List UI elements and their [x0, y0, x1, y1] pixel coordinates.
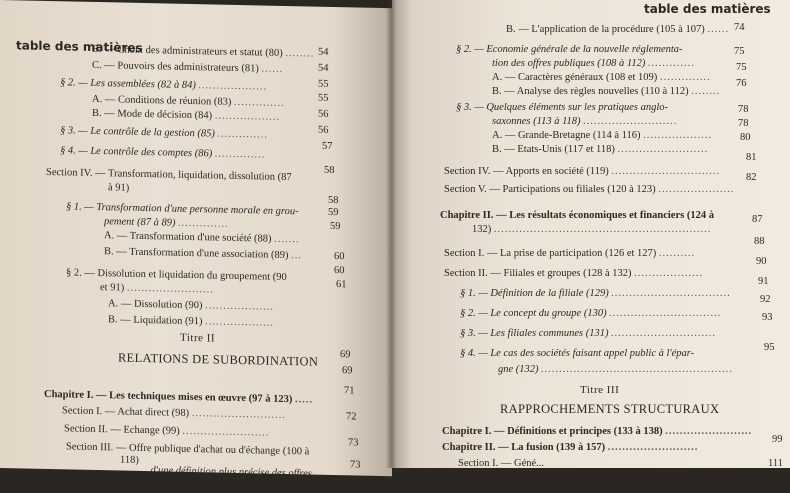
toc-page-number: 78 [738, 118, 749, 129]
toc-entry: A. — Dissolution (90) ................... [108, 298, 274, 313]
toc-entry: B. — Transformation d'une association (89) ... [104, 246, 302, 262]
toc-page-number: 80 [740, 132, 751, 143]
toc-entry: Section IV. — Apports en société (119) .............................. [444, 166, 721, 177]
toc-entry: Section I. — La prise de participation (126 et 127) .......... [444, 248, 696, 259]
toc-entry: § 2. — Les assemblées (82 à 84) ................... [60, 77, 268, 93]
right-page [392, 0, 790, 468]
toc-page-number: 55 [318, 92, 329, 104]
toc-chapter-entry: Chapitre II. — Les résultats économiques et financiers (124 à [440, 210, 714, 221]
toc-page-number: 95 [764, 342, 775, 353]
toc-entry: Section I. — Achat direct (98) .......................... [62, 405, 287, 421]
toc-entry: B. — Analyse des règles nouvelles (110 à 112) ........ [492, 86, 721, 97]
toc-page-number: 81 [746, 152, 757, 163]
toc-chapter-entry: Chapitre I. — Définitions et principes (133 à 138) ........................ [442, 426, 753, 437]
toc-page-number: 55 [318, 78, 329, 90]
toc-page-number: 87 [752, 214, 763, 225]
toc-page-number: 73 [350, 459, 361, 471]
titre-title: RAPPROCHEMENTS STRUCTURAUX [500, 402, 720, 416]
toc-page-number: 56 [318, 124, 329, 136]
toc-page-number: 54 [318, 62, 329, 74]
toc-page-number: 72 [346, 411, 357, 423]
left-page-header: table des matières [16, 38, 143, 55]
toc-page-number: 58 [324, 164, 335, 177]
toc-entry: B. — Mode de décision (84) .................. [92, 107, 281, 123]
toc-page-number: 71 [344, 385, 355, 397]
toc-page-number: 88 [754, 236, 765, 247]
toc-entry-continued: 132) ............................................................ [472, 224, 712, 235]
toc-page-number: 82 [746, 172, 757, 183]
toc-page-number: 59 [328, 206, 339, 219]
toc-page-number: 92 [760, 294, 771, 305]
toc-entry: Section II. — Echange (99) ........................ [64, 423, 270, 439]
toc-entry-continued: 118) [120, 454, 139, 466]
toc-page-number: 91 [758, 276, 769, 287]
toc-page-number: 69 [340, 349, 351, 361]
titre-heading: Titre III [580, 384, 620, 396]
toc-entry: B. — Etats-Unis (117 et 118) ......................... [492, 144, 709, 155]
toc-page-number: 57 [322, 140, 333, 152]
toc-entry: § 4. — Le cas des sociétés faisant appel public à l'épar- [460, 348, 695, 359]
toc-page-number: 60 [334, 250, 345, 263]
toc-entry-continued: pement (87 à 89) .............. [104, 216, 229, 230]
toc-page-number: 59 [330, 220, 341, 233]
left-page [0, 0, 392, 492]
toc-entry: Section V. — Participations ou filiales (120 à 123) ..................... [444, 184, 735, 195]
titre-title: RELATIONS DE SUBORDINATION [118, 350, 319, 369]
toc-entry: A. — Grande-Bretagne (114 à 116) ................... [492, 130, 713, 141]
toc-entry: Section IV. — Transformation, liquidation, dissolution (87 [46, 166, 292, 184]
toc-entry: § 4. — Le contrôle des comptes (86) .............. [60, 145, 266, 161]
toc-page-number: 56 [318, 108, 329, 120]
toc-entry: § 2. — Economie générale de la nouvelle réglementa- [456, 44, 683, 55]
toc-entry-partial: Section I. — Géné... [458, 458, 545, 469]
toc-page-number: 75 [736, 62, 747, 73]
toc-entry: A. — Transformation d'une société (88) ....... [104, 230, 300, 246]
toc-entry: C. — Pouvoirs des administrateurs (81) ...... [92, 59, 284, 75]
toc-entry-continued: gne (132) ..................................................... [498, 364, 734, 375]
toc-entry: § 2. — Dissolution et liquidation du groupement (90 [66, 267, 287, 284]
toc-entry: § 1. — Transformation d'une personne morale en grou- [66, 201, 299, 218]
toc-page-number: 76 [736, 78, 747, 89]
toc-entry-continued: tion des offres publiques (108 à 112) ............. [492, 58, 696, 69]
toc-entry-partial: ... d'une définition plus précise des offres [140, 464, 312, 480]
toc-entry: A. — Caractères généraux (108 et 109) .............. [492, 72, 711, 83]
toc-entry: § 3. — Le contrôle de la gestion (85) .............. [60, 125, 269, 141]
toc-page-number: 74 [734, 22, 745, 33]
toc-page-number: 99 [772, 434, 783, 445]
toc-page-number: 93 [762, 312, 773, 323]
toc-page-number: 90 [756, 256, 767, 267]
toc-entry: Section II. — Filiales et groupes (128 à 132) ................... [444, 268, 704, 279]
toc-page-number: 61 [336, 279, 347, 291]
toc-entry: A. — Conditions de réunion (83) .............. [92, 93, 285, 109]
toc-entry: § 2. — Le concept du groupe (130) ............................... [460, 308, 722, 319]
toc-entry-partial: ... 107) ... règles pure- [200, 478, 293, 492]
toc-entry: Section III. — Offre publique d'achat ou d'échange (100 à [66, 441, 310, 458]
toc-page-number: 58 [328, 194, 339, 207]
toc-entry: B. — Liquidation (91) ................... [108, 314, 274, 329]
toc-entry-continued: et 91) ........................ [100, 282, 214, 296]
right-page-header: table des matières [644, 2, 771, 16]
toc-chapter-entry: Chapitre II. — La fusion (139 à 157) ......................... [442, 442, 699, 453]
toc-entry: § 3. — Les filiales communes (131) ............................. [460, 328, 717, 339]
toc-page-number: 111 [768, 458, 783, 469]
toc-entry: B. — L'application de la procédure (105 à 107) ...... [506, 24, 730, 35]
toc-entry-continued: saxonnes (113 à 118) .......................... [492, 116, 678, 127]
toc-entry: § 3. — Quelques éléments sur les pratiques anglo- [456, 102, 669, 113]
titre-heading: Titre II [180, 331, 216, 345]
toc-page-number: 54 [318, 46, 329, 58]
toc-chapter-entry: Chapitre I. — Les techniques mises en œuvre (97 à 123) ..... [44, 388, 314, 406]
toc-entry: B. — Choix des administrateurs et statut (80) ........ [92, 43, 315, 60]
toc-page-number: 69 [342, 365, 353, 377]
book-gutter [386, 0, 396, 468]
toc-page-number: 78 [738, 104, 749, 115]
toc-page-number: 75 [734, 46, 745, 57]
toc-page-number: 73 [348, 437, 359, 449]
toc-entry-continued: à 91) [108, 182, 130, 194]
toc-page-number: 60 [334, 264, 345, 277]
toc-entry: § 1. — Définition de la filiale (129) ................................. [460, 288, 731, 299]
